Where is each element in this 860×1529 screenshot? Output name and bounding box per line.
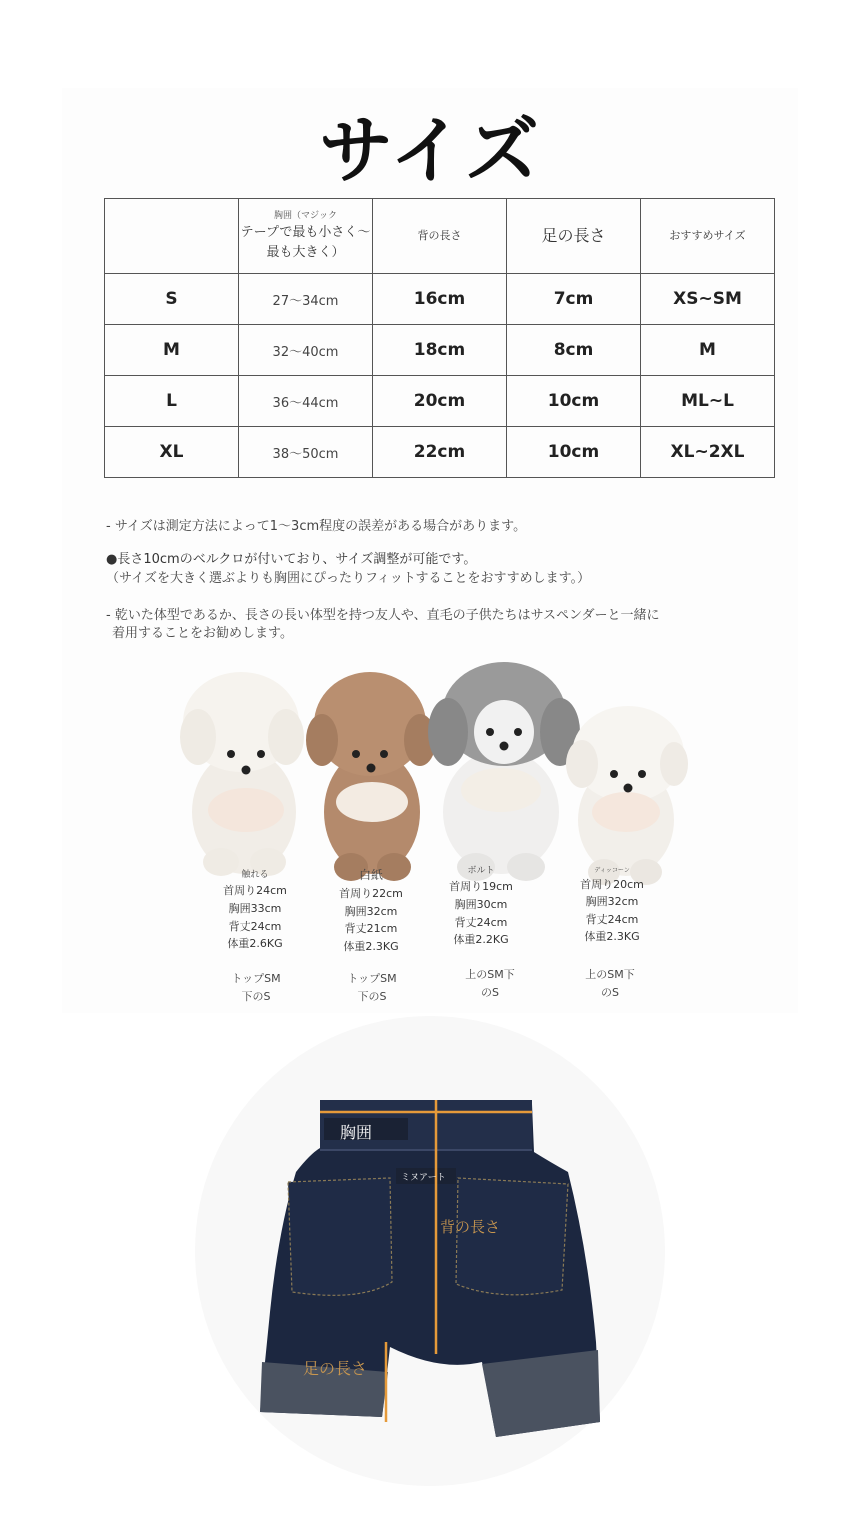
dogs-photo (176, 662, 692, 892)
header-size (105, 199, 239, 274)
cell-chest: 32～40cm (239, 325, 373, 376)
dog-4-recommend (570, 966, 650, 1001)
dog-4-weight: 体重2.3KG (584, 930, 640, 944)
cell-size: S (105, 274, 239, 325)
cell-chest: 36～44cm (239, 376, 373, 427)
dog-1-neck: 首周り24cm (223, 884, 287, 898)
garment-leg-length-label: 足の長さ (303, 1359, 368, 1378)
cell-size: L (105, 376, 239, 427)
header-chest-line2: テープで最も小さく～ (240, 225, 371, 241)
cell-chest: 27～34cm (239, 274, 373, 325)
dog-2-stats (330, 866, 412, 956)
dog-3-back: 背丈24cm (454, 915, 508, 929)
dog-2-weight: 体重2.3KG (343, 939, 399, 953)
dog-2-chest: 胸囲32cm (344, 904, 398, 918)
dog-1-recommend (218, 970, 294, 1005)
cell-size: M (105, 325, 239, 376)
cell-recommend: M (641, 325, 775, 376)
cell-recommend: ML~L (641, 376, 775, 427)
cell-recommend: XL~2XL (641, 427, 775, 478)
note-velcro (106, 551, 766, 589)
note-velcro-line2: （サイズを大きく選ぶよりも胸囲にぴったりフィットすることをおすすめします。） (106, 570, 591, 586)
cell-leg: 8cm (507, 325, 641, 376)
cell-size: XL (105, 427, 239, 478)
cell-leg: 10cm (507, 427, 641, 478)
header-chest (239, 199, 373, 274)
dog-2-image (306, 672, 436, 881)
cell-leg: 7cm (507, 274, 641, 325)
dog-1-image (180, 672, 304, 876)
dog-1-weight: 体重2.6KG (227, 937, 283, 951)
note-suspenders (106, 607, 766, 645)
table-row (105, 427, 775, 478)
size-table (104, 198, 775, 478)
note-measurement-error: - サイズは測定方法によって1～3cm程度の誤差がある場合があります。 (106, 519, 527, 534)
dog-4-image (566, 706, 688, 885)
dog-1-stats (214, 868, 296, 953)
dog-4-chest: 胸囲32cm (585, 895, 639, 909)
dog-1-name: 触れる (241, 870, 269, 880)
dog-2-rec-bottom: 下のS (357, 989, 387, 1003)
dog-3-image (428, 662, 580, 881)
note-suspenders-line1: - 乾いた体型であるか、長さの長い体型を持つ友人や、直毛の子供たちはサスペンダーと一緒に (106, 607, 660, 623)
table-row (105, 274, 775, 325)
note-suspenders-line2: 着用することをお勧めします。 (112, 626, 293, 642)
dog-3-rec-bottom: のS (481, 985, 499, 999)
table-row (105, 325, 775, 376)
dog-1-back: 背丈24cm (228, 919, 282, 933)
dog-2-neck: 首周り22cm (339, 887, 403, 901)
dog-2-rec-top: トップSM (347, 972, 397, 985)
dog-4-rec-top: 上のSM下 (585, 968, 635, 981)
cell-leg: 10cm (507, 376, 641, 427)
cell-chest: 38～50cm (239, 427, 373, 478)
denim-pants-image (250, 1092, 610, 1452)
cell-back: 18cm (373, 325, 507, 376)
dog-3-recommend (450, 966, 530, 1001)
dog-3-weight: 体重2.2KG (453, 933, 509, 947)
dog-4-name: ディッコーン (594, 867, 630, 874)
dog-3-stats (436, 864, 526, 949)
table-header-row (105, 199, 775, 274)
dog-1-chest: 胸囲33cm (228, 901, 282, 915)
garment-back-length-label: 背の長さ (440, 1218, 501, 1236)
dog-3-name: ボルト (467, 866, 495, 876)
header-chest-line1: 胸囲（マジック (273, 210, 337, 221)
table-row (105, 376, 775, 427)
size-notes (106, 518, 766, 658)
page-title: サイズ (318, 108, 542, 194)
dog-2-recommend (334, 970, 410, 1005)
cell-back: 22cm (373, 427, 507, 478)
header-chest-line3: 最も大きく） (266, 244, 345, 260)
garment-brand-label: ミヌアート (401, 1173, 446, 1183)
dog-2-back: 背丈21cm (344, 922, 398, 936)
cell-back: 20cm (373, 376, 507, 427)
header-back: 背の長さ (373, 199, 507, 274)
dog-3-rec-top: 上のSM下 (465, 968, 515, 981)
note-velcro-line1: ●長さ10cmのベルクロが付いており、サイズ調整が可能です。 (106, 551, 477, 567)
dog-4-back: 背丈24cm (585, 912, 639, 926)
dog-4-neck: 首周り20cm (580, 877, 644, 891)
dog-3-neck: 首周り19cm (449, 880, 513, 894)
dog-4-stats (570, 866, 654, 946)
cell-recommend: XS~SM (641, 274, 775, 325)
dog-4-rec-bottom: のS (601, 985, 619, 999)
garment-chest-label: 胸囲 (340, 1123, 373, 1142)
header-recommend: おすすめサイズ (641, 199, 775, 274)
dog-1-rec-bottom: 下のS (241, 989, 271, 1003)
dog-2-name: 白紙 (358, 868, 383, 882)
header-leg: 足の長さ (507, 199, 641, 274)
dog-1-rec-top: トップSM (231, 972, 281, 985)
dog-3-chest: 胸囲30cm (454, 897, 508, 911)
cell-back: 16cm (373, 274, 507, 325)
